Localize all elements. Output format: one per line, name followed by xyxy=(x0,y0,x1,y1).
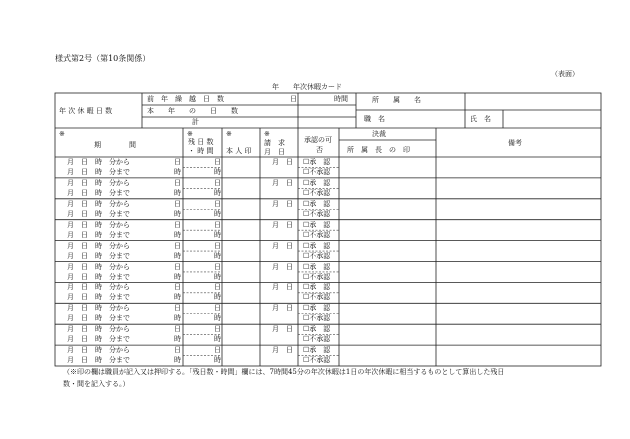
own-seal-asterisk: ※ xyxy=(226,130,232,138)
row-hour-unit: 時 xyxy=(174,314,181,323)
remaining-day-unit: 日 xyxy=(214,178,221,187)
disapprove-checkbox: ☐不承認 xyxy=(303,188,331,197)
approve-checkbox: ☐承 認 xyxy=(303,178,331,187)
remaining-day-unit: 日 xyxy=(214,304,221,313)
row-day-unit: 日 xyxy=(174,241,181,250)
disapprove-checkbox: ☐不承認 xyxy=(303,272,331,281)
row-day-unit: 日 xyxy=(174,283,181,292)
period-to: 月 日 時 分まで xyxy=(67,335,130,344)
remaining-hour-unit: 時 xyxy=(214,251,221,260)
annual-leave-days-label: 年 次 休 暇 日 数 xyxy=(59,107,113,115)
affiliation-label: 所 属 名 xyxy=(372,96,421,104)
approve-checkbox: ☐承 認 xyxy=(303,283,331,292)
approve-checkbox: ☐承 認 xyxy=(303,220,331,229)
row-hour-unit: 時 xyxy=(174,168,181,176)
row-hour-unit: 時 xyxy=(174,251,181,260)
remaining-day-unit: 日 xyxy=(214,220,221,229)
period-to: 月 日 時 分まで xyxy=(67,293,130,302)
disapprove-checkbox: ☐不承認 xyxy=(303,168,331,176)
row-hour-unit: 時 xyxy=(174,188,181,197)
remaining-day-unit: 日 xyxy=(214,158,221,166)
row-hour-unit: 時 xyxy=(174,293,181,302)
card-title: 年 年次休暇カード xyxy=(272,83,342,91)
request-month-day: 月 日 xyxy=(272,283,293,292)
period-to: 月 日 時 分まで xyxy=(67,272,130,281)
footnote-line-2: 数・間を記入する。） xyxy=(63,380,130,388)
remaining-asterisk: ※ xyxy=(187,130,193,138)
row-day-unit: 日 xyxy=(174,158,181,166)
disapprove-checkbox: ☐不承認 xyxy=(303,230,331,239)
remaining-hour-unit: 時 xyxy=(214,230,221,239)
remaining-hour-unit: 時 xyxy=(214,356,221,365)
request-month-day: 月 日 xyxy=(272,262,293,271)
row-day-unit: 日 xyxy=(174,199,181,208)
disapprove-checkbox: ☐不承認 xyxy=(303,335,331,344)
request-month-day: 月 日 xyxy=(272,178,293,187)
period-from: 月 日 時 分から xyxy=(67,199,130,208)
period-to: 月 日 時 分まで xyxy=(67,168,130,176)
row-hour-unit: 時 xyxy=(174,272,181,281)
remaining-header: 残 日 数 xyxy=(188,138,214,146)
period-to: 月 日 時 分まで xyxy=(67,230,130,239)
request-month-day: 月 日 xyxy=(272,304,293,313)
remaining-day-unit: 日 xyxy=(214,283,221,292)
row-hour-unit: 時 xyxy=(174,230,181,239)
request-month-day: 月 日 xyxy=(272,241,293,250)
remaining-day-unit: 日 xyxy=(214,241,221,250)
period-header: 期 間 xyxy=(94,141,136,149)
period-from: 月 日 時 分から xyxy=(67,346,130,355)
disapprove-checkbox: ☐不承認 xyxy=(303,293,331,302)
period-from: 月 日 時 分から xyxy=(67,262,130,271)
request-month-day-header: 月 日 xyxy=(264,148,285,156)
carryover-label: 前 年 繰 越 日 数 xyxy=(147,95,224,103)
period-from: 月 日 時 分から xyxy=(67,283,130,292)
remaining-time-header: ・ 時 間 xyxy=(188,147,214,155)
full-name-label: 氏 名 xyxy=(470,115,491,123)
approve-checkbox: ☐承 認 xyxy=(303,199,331,208)
period-asterisk: ※ xyxy=(59,130,65,138)
period-to: 月 日 時 分まで xyxy=(67,188,130,197)
remaining-hour-unit: 時 xyxy=(214,168,221,176)
period-from: 月 日 時 分から xyxy=(67,158,130,166)
row-day-unit: 日 xyxy=(174,304,181,313)
period-from: 月 日 時 分から xyxy=(67,220,130,229)
remaining-hour-unit: 時 xyxy=(214,293,221,302)
period-from: 月 日 時 分から xyxy=(67,241,130,250)
row-hour-unit: 時 xyxy=(174,356,181,365)
period-from: 月 日 時 分から xyxy=(67,178,130,187)
current-year-label: 本 年 の 日 数 xyxy=(147,107,238,115)
row-day-unit: 日 xyxy=(174,178,181,187)
remaining-hour-unit: 時 xyxy=(214,272,221,281)
remaining-day-unit: 日 xyxy=(214,262,221,271)
day-unit-label: 日 xyxy=(290,95,297,103)
approve-checkbox: ☐承 認 xyxy=(303,158,331,166)
footnote-line-1: （※印の欄は職員が記入又は押印する。「残日数・時間」欄には、7時間45分の年次休暇は1日の年次休暇に相当するものとして算出した残日 xyxy=(63,368,505,376)
remaining-day-unit: 日 xyxy=(214,325,221,334)
request-month-day: 月 日 xyxy=(272,325,293,334)
disapprove-checkbox: ☐不承認 xyxy=(303,209,331,218)
remaining-day-unit: 日 xyxy=(214,199,221,208)
approval-header: 承認の可 xyxy=(304,136,332,144)
disapprove-checkbox: ☐不承認 xyxy=(303,251,331,260)
approve-checkbox: ☐承 認 xyxy=(303,262,331,271)
disapprove-checkbox: ☐不承認 xyxy=(303,356,331,365)
decision-header: 決裁 xyxy=(372,130,386,138)
row-hour-unit: 時 xyxy=(174,209,181,218)
remaining-hour-unit: 時 xyxy=(214,335,221,344)
period-from: 月 日 時 分から xyxy=(67,304,130,313)
request-month-day: 月 日 xyxy=(272,346,293,355)
approve-checkbox: ☐承 認 xyxy=(303,241,331,250)
remaining-day-unit: 日 xyxy=(214,346,221,355)
row-day-unit: 日 xyxy=(174,220,181,229)
remaining-hour-unit: 時 xyxy=(214,188,221,197)
row-hour-unit: 時 xyxy=(174,335,181,344)
job-title-label: 職 名 xyxy=(364,115,385,123)
remarks-header: 備考 xyxy=(508,139,522,147)
row-day-unit: 日 xyxy=(174,325,181,334)
remaining-hour-unit: 時 xyxy=(214,314,221,323)
approval-header-2: 否 xyxy=(316,146,323,154)
hour-unit-label: 時間 xyxy=(334,95,348,103)
period-to: 月 日 時 分まで xyxy=(67,314,130,323)
period-to: 月 日 時 分まで xyxy=(67,251,130,260)
manager-seal-header: 所 属 長 の 印 xyxy=(347,146,410,154)
request-header: 請 求 xyxy=(264,139,285,147)
approve-checkbox: ☐承 認 xyxy=(303,325,331,334)
row-day-unit: 日 xyxy=(174,346,181,355)
request-month-day: 月 日 xyxy=(272,199,293,208)
approve-checkbox: ☐承 認 xyxy=(303,304,331,313)
side-label: （表面） xyxy=(551,70,579,78)
form-number: 様式第2号（第10条関係） xyxy=(55,54,151,63)
approve-checkbox: ☐承 認 xyxy=(303,346,331,355)
total-label: 計 xyxy=(192,118,199,126)
request-month-day: 月 日 xyxy=(272,220,293,229)
row-day-unit: 日 xyxy=(174,262,181,271)
request-asterisk: ※ xyxy=(264,130,270,138)
remaining-hour-unit: 時 xyxy=(214,209,221,218)
own-seal-header: 本 人 印 xyxy=(226,147,252,155)
period-to: 月 日 時 分まで xyxy=(67,209,130,218)
disapprove-checkbox: ☐不承認 xyxy=(303,314,331,323)
request-month-day: 月 日 xyxy=(272,158,293,166)
period-from: 月 日 時 分から xyxy=(67,325,130,334)
period-to: 月 日 時 分まで xyxy=(67,356,130,365)
